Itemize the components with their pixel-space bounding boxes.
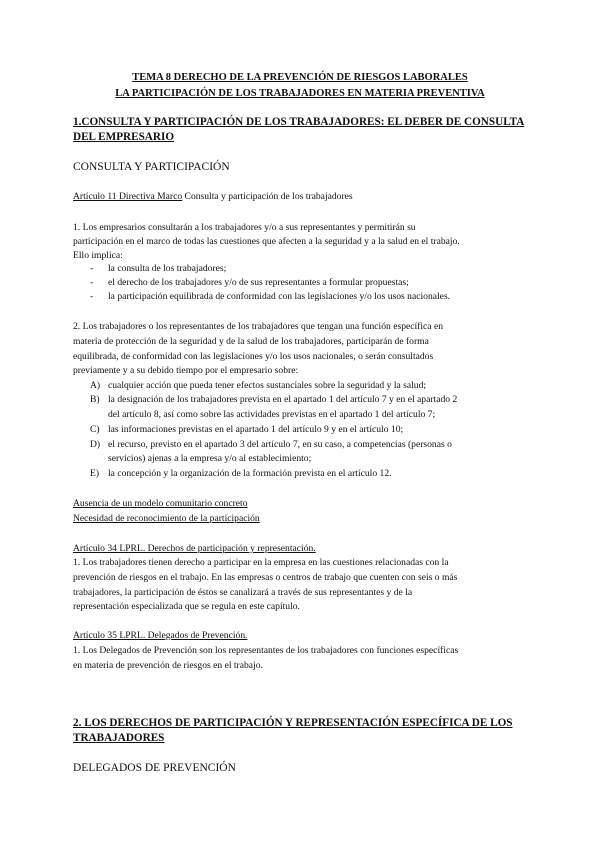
section1-heading-line2: DEL EMPRESARIO [73,131,175,143]
paragraph2-line: previamente y a su debido tiempo por el empresario sobre: [73,365,299,376]
section1-heading-line1: 1.CONSULTA Y PARTICIPACIÓN DE LOS TRABAJADORES: EL DEBER DE CONSULTA [73,116,525,128]
list-item-text: el recurso, previsto en el apartado 3 del artículo 7, en su caso, a competencias (personas o [108,439,452,450]
list-item-text: las informaciones previstas en el apartado 1 del artículo 9 y en el artículo 10; [108,424,404,435]
list-item-text: del artículo 8, así como sobre las actividades previstas en el apartado 1 del artículo 7; [108,409,436,420]
section1-subheading: CONSULTA Y PARTICIPACIÓN [73,161,230,173]
article34-line: 1. Los trabajadores tienen derecho a participar en la empresa en las cuestiones relacionadas con la [73,557,449,568]
list-item-text: la designación de los trabajadores prevista en el apartado 1 del artículo 7 y en el apartado 2 [108,394,458,405]
document-title-line1: TEMA 8 DERECHO DE LA PREVENCIÓN DE RIESGOS LABORALES [132,72,468,83]
article34-line: prevención de riesgos en el trabajo. En las empresas o centros de trabajo que cuenten con seis o más [73,572,458,583]
bullet-item: la consulta de los trabajadores; [108,263,227,274]
list-item-marker: D) [90,439,101,450]
article34-line: representación especializada que se regula en este capítulo. [73,601,300,612]
article34-line: trabajadores, la participación de éstos se canalizará a través de sus representantes y de la [73,587,413,598]
document-title-line2: LA PARTICIPACIÓN DE LOS TRABAJADORES EN MATERIA PREVENTIVA [115,88,485,99]
bullet-item: el derecho de los trabajadores y/o de sus representantes a formular propuestas; [108,277,409,288]
paragraph1-line: Ello implica: [73,250,123,261]
article34-heading: Artículo 34 LPRL. Derechos de participación y representación. [73,543,316,554]
list-item-marker: B) [90,394,100,405]
article35-heading: Artículo 35 LPRL. Delegados de Prevención. [73,630,248,641]
bullet-marker: - [90,291,94,302]
paragraph2-line: equilibrada, de conformidad con las legislaciones y/o los usos nacionales, o serán consultados [73,351,434,362]
article11-title: Consulta y participación de los trabajadores [182,191,353,202]
section2-heading-line2: TRABAJADORES [73,732,165,744]
list-item-text: servicios) ajenas a la empresa y/o al establecimiento; [108,453,312,464]
article11-reference: Artículo 11 Directiva Marco [73,191,183,202]
note-underlined: Ausencia de un modelo comunitario concreto [73,498,248,509]
section2-heading-line1: 2. LOS DERECHOS DE PARTICIPACIÓN Y REPRESENTACIÓN ESPECÍFICA DE LOS [73,717,513,729]
list-item-marker: A) [90,380,101,391]
article35-line: 1. Los Delegados de Prevención son los representantes de los trabajadores con funciones específicas [73,645,459,656]
list-item-text: cualquier acción que pueda tener efectos sustanciales sobre la seguridad y la salud; [108,380,427,391]
list-item-marker: C) [90,424,100,435]
paragraph1-line: 1. Los empresarios consultarán a los trabajadores y/o a sus representantes y permitirán su [73,222,416,233]
list-item-marker: E) [90,468,100,479]
bullet-marker: - [90,277,94,288]
bullet-marker: - [90,263,94,274]
paragraph1-line: participación en el marco de todas las cuestiones que afecten a la seguridad y a la salud en el trabajo. [73,236,460,247]
bullet-item: la participación equilibrada de conformidad con las legislaciones y/o los usos nacionales. [108,291,451,302]
article11-heading [73,191,353,202]
section2-subheading: DELEGADOS DE PREVENCIÓN [73,762,236,774]
list-item-text: la concepción y la organización de la formación prevista en el artículo 12. [108,468,392,479]
note-underlined: Necesidad de reconocimiento de la participación [73,513,260,524]
paragraph2-line: 2. Los trabajadores o los representantes de los trabajadores que tengan una función específica en [73,321,444,332]
paragraph2-line: materia de protección de la seguridad y de la salud de los trabajadores, participarán de forma [73,336,429,347]
article35-line: en materia de prevención de riesgos en el trabajo. [73,660,263,671]
